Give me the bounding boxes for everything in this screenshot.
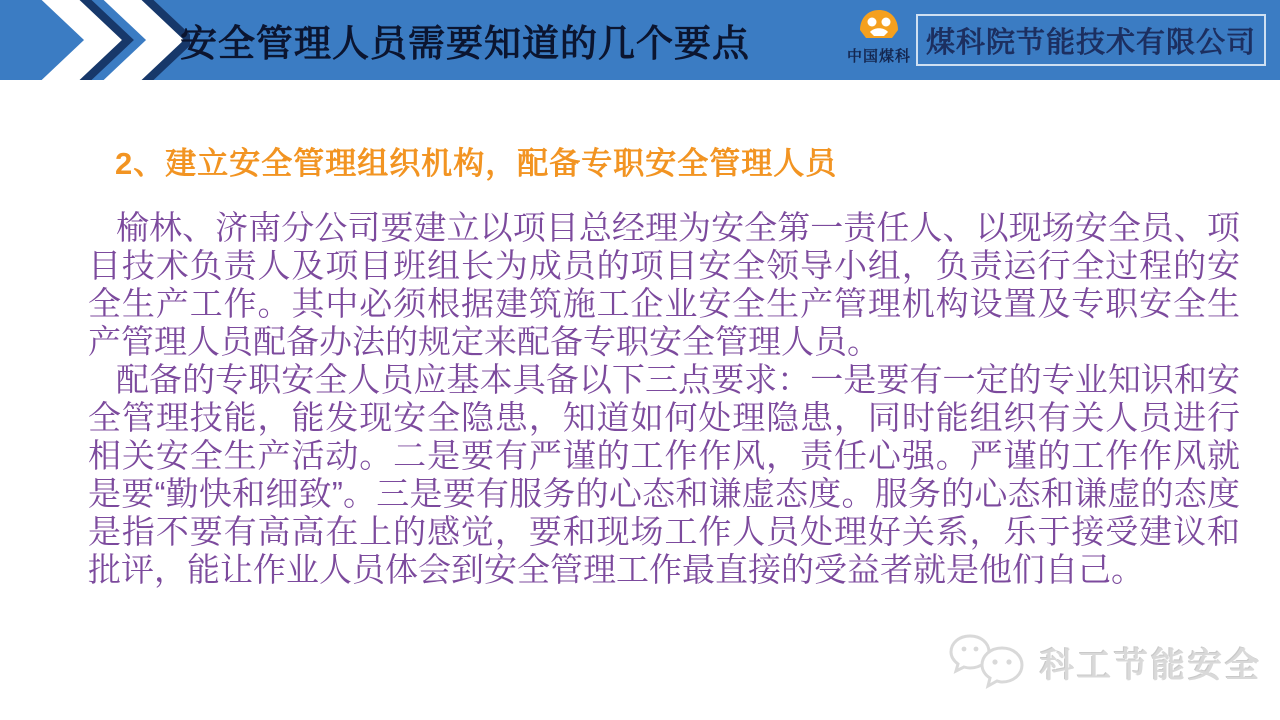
watermark-text: 科工节能安全: [1040, 646, 1262, 685]
body-text-block: [88, 209, 1240, 589]
slide-body: [88, 138, 1240, 589]
double-chevron-icon: [20, 0, 190, 80]
company-logo: [843, 8, 915, 74]
body-paragraph-1: 榆林、济南分公司要建立以项目总经理为安全第一责任人、以现场安全员、项目技术负责人及项目班组长为成员的项目安全领导小组，负责运行全过程的安全生产工作。其中必须根据建筑施工企业安全生产管理机构设置及专职安全生产管理人员配备办法的规定来配备专职安全管理人员。: [88, 209, 1240, 360]
watermark: [946, 632, 1262, 692]
company-name-box: [916, 14, 1266, 66]
company-name-text: 煤科院节能技术有限公司: [925, 26, 1256, 59]
logo-label: 中国煤科: [846, 48, 911, 65]
header-bar: [0, 0, 1280, 80]
body-paragraph-2: 配备的专职安全人员应基本具备以下三点要求：一是要有一定的专业知识和安全管理技能，能发现安全隐患，知道如何处理隐患，同时能组织有关人员进行相关安全生产活动。二是要有严谨的工作作风，责任心强。严谨的工作作风就是要“勤快和细致”。三是要有服务的心态和谦虚态度。服务的心态和谦虚的态度是指不要有高高在上的感觉，要和现场工作人员处理好关系，乐于接受建议和批评，能让作业人员体会到安全管理工作最直接的受益者就是他们自己。: [88, 361, 1240, 588]
wechat-icon: [946, 632, 1030, 692]
section-heading: 2、建立安全管理组织机构，配备专职安全管理人员: [115, 146, 838, 181]
china-coal-logo-icon: [858, 8, 900, 44]
slide-title: 安全管理人员需要知道的几个要点: [180, 23, 750, 64]
